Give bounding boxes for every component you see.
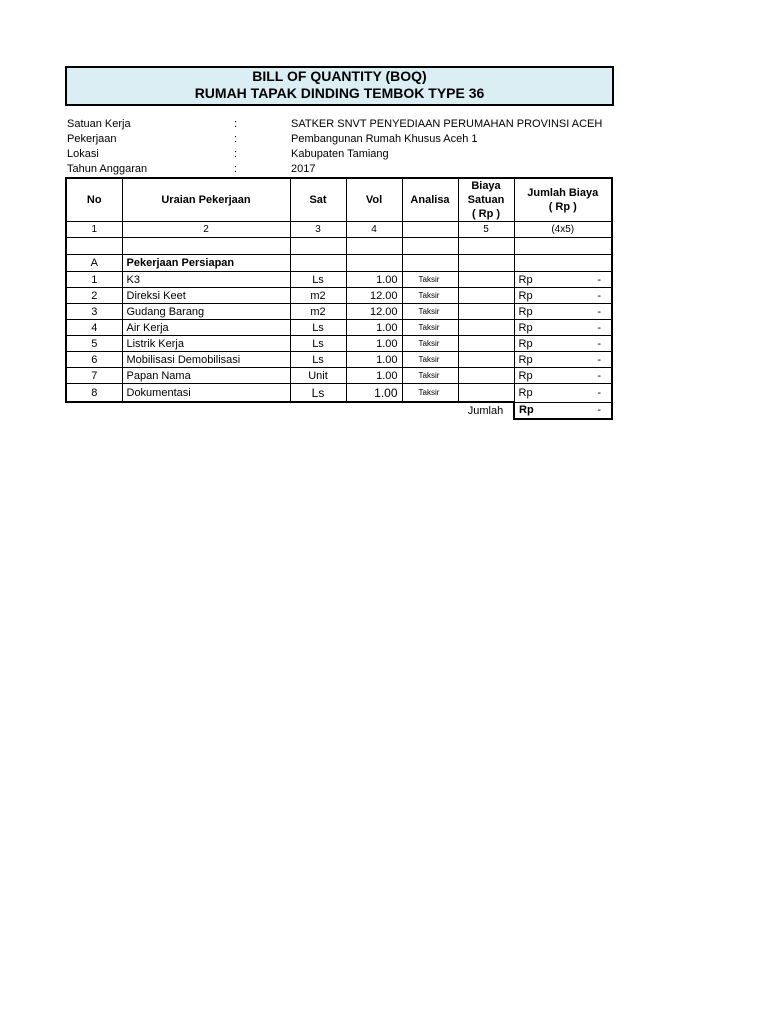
row-rp: Rp — [518, 273, 533, 286]
row-uraian: Gudang Barang — [122, 304, 290, 320]
colnum-sat: 3 — [290, 222, 346, 238]
row-biaya-satuan — [458, 304, 514, 320]
total-rp: Rp — [519, 404, 534, 416]
info-colon: : — [234, 118, 238, 130]
info-colon: : — [234, 133, 238, 145]
info-label: Lokasi — [67, 148, 99, 160]
spacer-cell — [402, 238, 458, 255]
column-number-row — [66, 222, 612, 238]
row-biaya-satuan — [458, 272, 514, 288]
table-row — [66, 288, 612, 304]
info-value: Pembangunan Rumah Khusus Aceh 1 — [291, 133, 478, 145]
total-value: - — [597, 404, 601, 416]
row-rp: Rp — [518, 321, 533, 334]
row-value: - — [597, 305, 601, 318]
header-sat: Sat — [290, 178, 346, 222]
table-row — [66, 272, 612, 288]
empty-cell — [122, 402, 290, 419]
row-rp: Rp — [518, 353, 533, 366]
header-vol: Vol — [346, 178, 402, 222]
row-value: - — [597, 337, 601, 350]
spacer-cell — [122, 238, 290, 255]
row-uraian: Listrik Kerja — [122, 336, 290, 352]
row-value: - — [597, 289, 601, 302]
total-row — [66, 402, 612, 419]
row-rp: Rp — [518, 305, 533, 318]
table-row — [66, 368, 612, 384]
section-name: Pekerjaan Persiapan — [122, 255, 290, 272]
header-biaya-line3: ( Rp ) — [471, 208, 501, 220]
row-analisa: Taksir — [402, 368, 458, 384]
row-biaya-satuan — [458, 384, 514, 403]
row-jumlah — [514, 272, 612, 288]
row-no: 1 — [66, 272, 122, 288]
row-value: - — [597, 273, 601, 286]
header-no: No — [66, 178, 122, 222]
row-value: - — [597, 353, 601, 366]
row-sat: Ls — [290, 352, 346, 368]
section-row — [66, 255, 612, 272]
row-no: 2 — [66, 288, 122, 304]
row-no: 6 — [66, 352, 122, 368]
row-jumlah — [514, 384, 612, 403]
row-analisa: Taksir — [402, 288, 458, 304]
empty-cell — [346, 255, 402, 272]
row-vol: 12.00 — [346, 288, 402, 304]
row-vol: 1.00 — [346, 272, 402, 288]
table-row — [66, 352, 612, 368]
colnum-no: 1 — [66, 222, 122, 238]
row-jumlah — [514, 304, 612, 320]
row-rp: Rp — [518, 337, 533, 350]
header-biaya-line2: Satuan — [467, 194, 505, 206]
colnum-biaya: 5 — [458, 222, 514, 238]
info-colon: : — [234, 148, 238, 160]
empty-cell — [514, 255, 612, 272]
row-jumlah — [514, 320, 612, 336]
table-row — [66, 304, 612, 320]
row-vol: 1.00 — [346, 352, 402, 368]
document-title: BILL OF QUANTITY (BOQ) — [252, 68, 427, 84]
spacer-cell — [458, 238, 514, 255]
row-vol: 1.00 — [346, 320, 402, 336]
row-vol: 1.00 — [346, 368, 402, 384]
row-no: 5 — [66, 336, 122, 352]
empty-cell — [458, 255, 514, 272]
info-value: Kabupaten Tamiang — [291, 148, 389, 160]
empty-cell — [290, 402, 346, 419]
row-vol: 1.00 — [346, 336, 402, 352]
row-biaya-satuan — [458, 320, 514, 336]
document-title-box — [65, 66, 614, 106]
row-sat: m2 — [290, 304, 346, 320]
row-analisa: Taksir — [402, 336, 458, 352]
row-analisa: Taksir — [402, 352, 458, 368]
section-code: A — [66, 255, 122, 272]
colnum-vol: 4 — [346, 222, 402, 238]
row-biaya-satuan — [458, 368, 514, 384]
row-jumlah — [514, 352, 612, 368]
total-label: Jumlah — [467, 404, 504, 417]
row-no: 3 — [66, 304, 122, 320]
row-value: - — [597, 369, 601, 382]
info-label: Tahun Anggaran — [67, 163, 148, 175]
row-biaya-satuan — [458, 288, 514, 304]
row-uraian: Papan Nama — [122, 368, 290, 384]
colnum-jumlah: (4x5) — [514, 222, 612, 238]
row-analisa: Taksir — [402, 320, 458, 336]
header-biaya-line1: Biaya — [471, 180, 501, 192]
row-value: - — [597, 321, 601, 334]
empty-cell — [290, 255, 346, 272]
row-uraian: Mobilisasi Demobilisasi — [122, 352, 290, 368]
row-rp: Rp — [518, 369, 533, 382]
row-no: 8 — [66, 384, 122, 403]
row-vol: 1.00 — [346, 384, 402, 403]
row-jumlah — [514, 368, 612, 384]
row-uraian: Direksi Keet — [122, 288, 290, 304]
row-no: 4 — [66, 320, 122, 336]
table-row — [66, 336, 612, 352]
info-label: Satuan Kerja — [67, 118, 131, 130]
empty-cell — [66, 402, 122, 419]
info-value: SATKER SNVT PENYEDIAAN PERUMAHAN PROVINSI ACEH — [291, 118, 603, 130]
spacer-cell — [66, 238, 122, 255]
table-header-row — [66, 178, 612, 222]
row-analisa: Taksir — [402, 272, 458, 288]
row-sat: Ls — [290, 336, 346, 352]
header-jumlah-line1: Jumlah Biaya — [527, 187, 599, 199]
table-row — [66, 384, 612, 403]
row-biaya-satuan — [458, 352, 514, 368]
spacer-row — [66, 238, 612, 255]
row-uraian: K3 — [122, 272, 290, 288]
row-uraian: Dokumentasi — [122, 384, 290, 403]
empty-cell — [402, 402, 458, 419]
row-biaya-satuan — [458, 336, 514, 352]
table-row — [66, 320, 612, 336]
spacer-cell — [514, 238, 612, 255]
header-uraian: Uraian Pekerjaan — [122, 178, 290, 222]
row-sat: Ls — [290, 384, 346, 403]
info-label: Pekerjaan — [67, 133, 117, 145]
row-rp: Rp — [518, 386, 533, 399]
colnum-uraian: 2 — [122, 222, 290, 238]
header-analisa: Analisa — [402, 178, 458, 222]
row-value: - — [597, 386, 601, 399]
row-uraian: Air Kerja — [122, 320, 290, 336]
info-colon: : — [234, 163, 238, 175]
empty-cell — [402, 255, 458, 272]
total-value-cell — [514, 402, 612, 419]
boq-table — [65, 177, 613, 420]
row-analisa: Taksir — [402, 304, 458, 320]
header-biaya-satuan — [458, 178, 514, 222]
row-sat: Unit — [290, 368, 346, 384]
row-sat: m2 — [290, 288, 346, 304]
document-subtitle: RUMAH TAPAK DINDING TEMBOK TYPE 36 — [194, 85, 485, 101]
row-rp: Rp — [518, 289, 533, 302]
header-jumlah-line2: ( Rp ) — [548, 201, 577, 213]
row-sat: Ls — [290, 272, 346, 288]
header-jumlah-biaya — [514, 178, 612, 222]
spacer-cell — [346, 238, 402, 255]
row-no: 7 — [66, 368, 122, 384]
row-analisa: Taksir — [402, 384, 458, 403]
info-value: 2017 — [291, 163, 316, 175]
row-jumlah — [514, 336, 612, 352]
colnum-analisa — [402, 222, 458, 238]
row-jumlah — [514, 288, 612, 304]
spacer-cell — [290, 238, 346, 255]
row-vol: 12.00 — [346, 304, 402, 320]
empty-cell — [346, 402, 402, 419]
row-sat: Ls — [290, 320, 346, 336]
